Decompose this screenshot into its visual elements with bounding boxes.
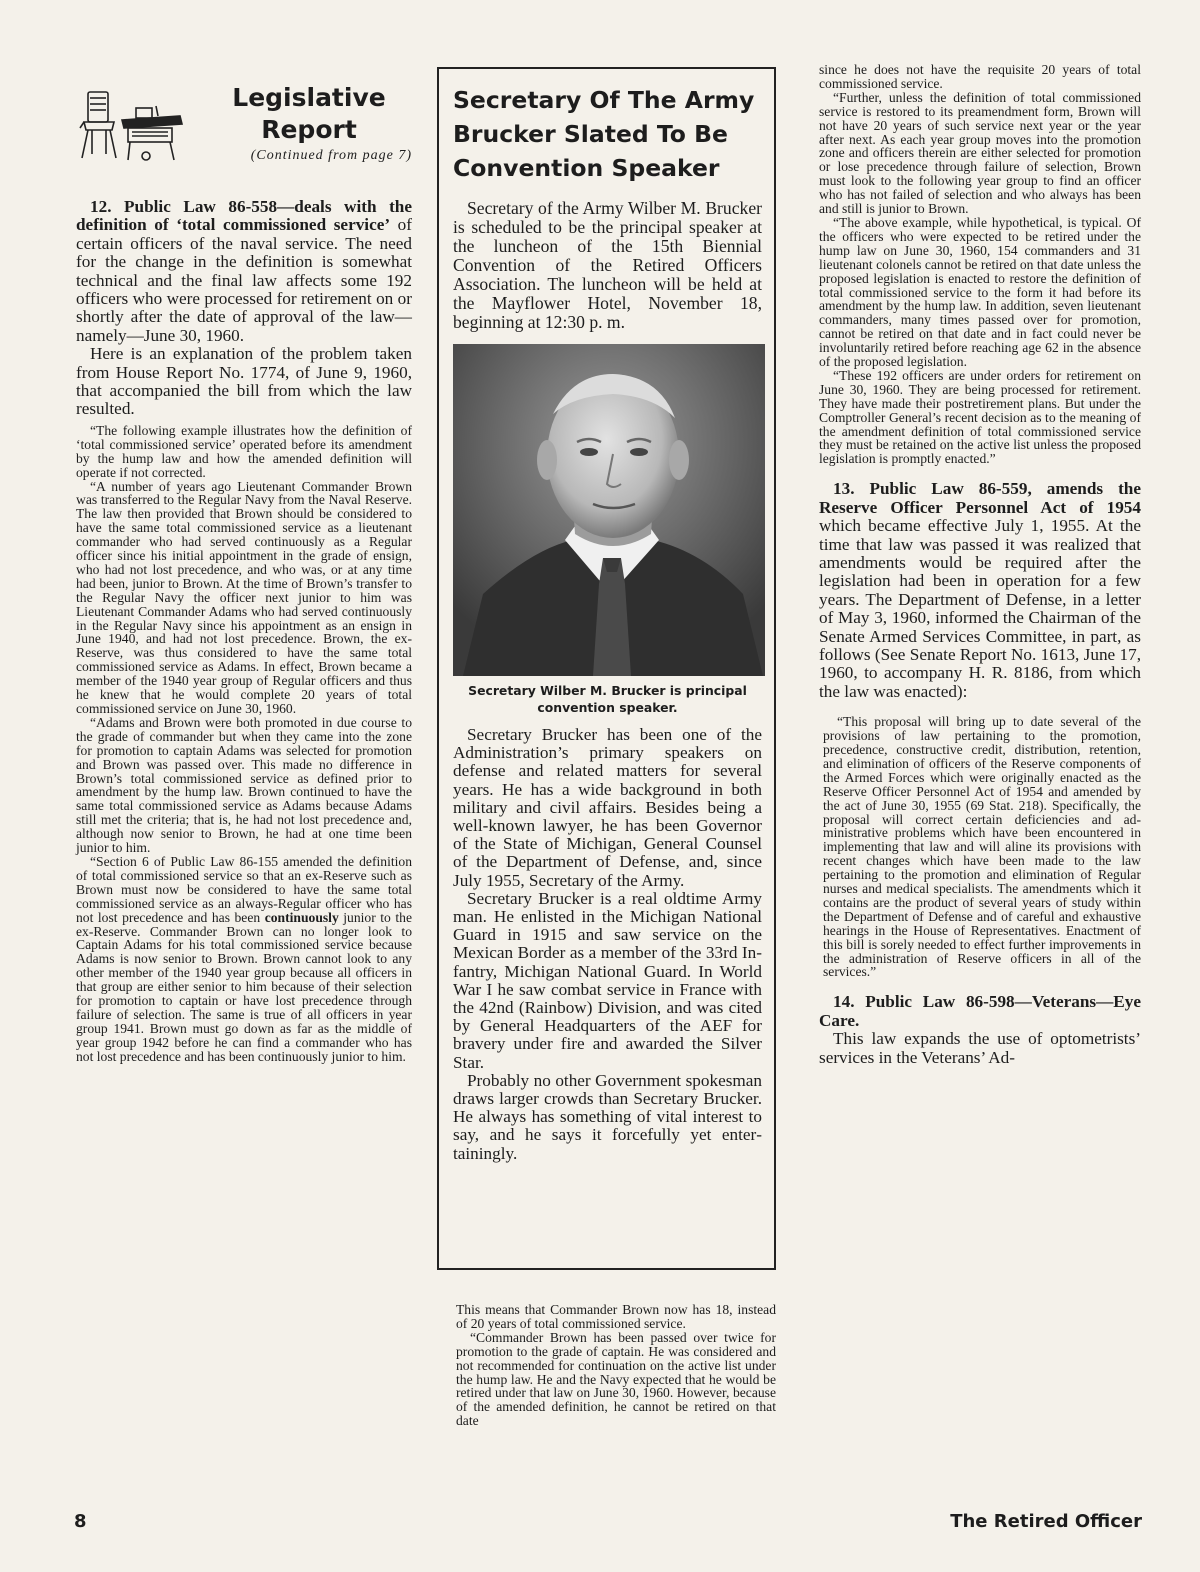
column-1 bbox=[76, 82, 412, 1064]
quote-paragraph-1: “The following example illustrates how the definition of ‘total commissioned service’ operated before its amendment by the hump law and how the amended definition will operate if not corrected. bbox=[76, 422, 412, 480]
continued-paragraph-1: This means that Commander Brown now has 18, instead of 20 years of total commissioned service. bbox=[456, 1302, 776, 1331]
item-13-heading: 13. Public Law 86-559, amends the Reserve Officer Personnel Act of 1954 bbox=[819, 479, 1141, 517]
convention-speaker-box bbox=[437, 67, 776, 1270]
column-2-continued bbox=[456, 1303, 776, 1428]
section-header bbox=[76, 82, 412, 198]
item-14-text: This law expands the use of optometrists’ services in the Veterans’ Ad- bbox=[819, 1029, 1141, 1067]
box-headline: Secretary Of The Army Brucker Slated To Be Convention Speaker bbox=[453, 86, 755, 182]
item-13-text: which became effective July 1, 1955. At the time that law was passed it was realized that amendments would be required after the legislation had been in operation for a few years. The Department of Defense, in a letter of May 3, 1960, informed the Chairman of the Senate Armed Services Committee, in part, as follows (See Senate Report No. 1613, June 17, 1960, to accompany H. R. 8186, from which the law was enacted): bbox=[819, 516, 1141, 701]
report-title-line-2: Report bbox=[261, 115, 357, 144]
quote-paragraph-2: “A number of years ago Lieutenant Commander Brown was transferred to the Regular Navy from the Naval Reserve. The law then provided that Brown should be considered to have the same total commissioned service as a lieutenant commander who had served continuously as a Regular officer since his initial appointment in the grade of ensign, who had not lost precedence, and who was, or at any time had been, junior to Brown. At the time of Brown’s transfer to the Regular Navy the officer next junior to him was Lieutenant Commander Adams who had served continuously in the Regular Navy since his appointment as an ensign in June 1940, and had not lost precedence. Brown, the ex-Reserve, was thus considered to have the same total commissioned service as Adams. In effect, Brown became a member of the 1940 year group of Regular officers and thus he knew that he would complete 20 years of total commissioned service on June 30, 1960. bbox=[76, 478, 412, 716]
col3-paragraph-4: “These 192 officers are under orders for retirement on June 30, 1960. They are being processed for retirement. They have made their postretirement plans. But under the Comptroller General’s recent decision as to the meaning of the amendment definition of total commissioned service they must be retained on the active list unless the proposed legislation is promptly enacted.” bbox=[819, 367, 1141, 467]
col3-paragraph-3: “The above example, while hypothetical, is typical. Of the officers who were expected to be retired under the hump law on June 30, 1960, 154 commanders and 31 lieutenant colonels cannot be retired on that date unless the proposed legislation is enacted to restore the definition of total commissioned service to the form it had before its amendment by the hump law. In addition, seven lieutenant commanders, many times passed over for promotion, cannot be retired on that date and in fact could never be involuntarily retired before reaching age 62 in the absence of the proposed legislation. bbox=[819, 214, 1141, 370]
report-title bbox=[206, 82, 412, 146]
page-number: 8 bbox=[74, 1511, 87, 1532]
box-body bbox=[453, 726, 762, 1163]
box-lead-paragraph: Secretary of the Army Wilber M. Brucker is scheduled to be the principal speaker at the luncheon of the 15th Biennial Convention of the Retired Officers Association. The luncheon will be held at the Mayflower Hotel, November 18, beginning at 12:30 p. m. bbox=[453, 198, 762, 332]
publication-name: The Retired Officer bbox=[950, 1511, 1142, 1532]
item-14-title: 14. Public Law 86-598—Veterans—Eye Care. bbox=[819, 992, 1141, 1030]
quote-4-emphasis: continuously bbox=[264, 909, 339, 925]
item-13 bbox=[819, 480, 1141, 701]
desk-chair-icon bbox=[76, 88, 186, 162]
column-3 bbox=[819, 63, 1141, 1067]
box-paragraph-3: Probably no other Government spokesman draws larger crowds than Secretary Brucker. He always has something of vital interest to say, and he says it forcefully yet entertainingly. bbox=[453, 1070, 762, 1163]
continued-paragraph-2: “Commander Brown has been passed over twice for promotion to the grade of captain. He was considered and not recommended for continuation on the active list under the hump law. He and the Navy expected that he would be retired under that law on June 30, 1960. However, because of the amended definition, he cannot be retired on that date bbox=[456, 1329, 776, 1429]
box-paragraph-1: Secretary Brucker has been one of the Administration’s primary speakers on defense and related matters for several years. He has a wide background in both military and civil affairs. Besides being a well-known lawyer, he has been Governor of the State of Michigan, General Counsel of the Department of Defense, and, since July 1955, Secretary of the Army. bbox=[453, 725, 762, 890]
quote-paragraph-3: “Adams and Brown were both promoted in due course to the grade of commander but when they came into the zone for promotion to captain Adams was selected for promotion and Brown was passed over. This made no difference in Brown’s total commissioned service as defined prior to amendment by the hump law. Brown continued to have the same total commissioned service as Adams because Adams still met the criteria; that is, he had not lost precedence and, although now senior to Brown, he had at one time been junior to him. bbox=[76, 714, 412, 856]
col3-paragraph-2: “Further, unless the definition of total commissioned service is restored to its preamendment form, Brown will not have 20 years of such service next year or the year after next. As each year group moves into the promotion zone and officers therein are either selected for promotion or lose precedence through failure of selection, Brown must look to the following year group to find an officer who has not failed of selection and who always has been and still is junior to Brown. bbox=[819, 89, 1141, 217]
box-paragraph-2: Secretary Brucker is a real oldtime Army man. He enlisted in the Michigan National Guard in 1915 and saw service on the Mexican Border as a member of the 33rd Infantry, Michigan National Guard. In World War I he saw combat service in France with the 42nd (Rainbow) Division, and was cited by General Headquarters of the AEF for bravery under fire and awarded the Silver Star. bbox=[453, 888, 762, 1072]
brucker-portrait-photo bbox=[453, 344, 765, 676]
portrait-image bbox=[453, 344, 765, 676]
item-12-heading: 12. Public Law 86-558—deals with the definition of ‘total commissioned service’ bbox=[76, 197, 412, 235]
item-12-text: of certain officers of the naval service. The need for the change in the definition is somewhat technical and the final law affects some 192 officers who were processed for retirement on or shortly after the date of approval of the law—namely—June 30, 1960. bbox=[76, 215, 412, 345]
quote-4-text-a: “Section 6 of Public Law 86-155 amended the definition of total commissioned service so that an ex-Reserve such as Brown must now be considered to have the same total commissioned service as an always-Regular officer who has not lost precedence and has been bbox=[76, 853, 412, 925]
continued-note: (Continued from page 7) bbox=[250, 148, 412, 163]
explanation-paragraph: Here is an explanation of the problem taken from House Report No. 1774, of June 9, 1960, that accompanied the bill from which the law resulted. bbox=[76, 344, 412, 419]
item-14-heading bbox=[819, 993, 1141, 1030]
quote-paragraph-4 bbox=[76, 855, 412, 1064]
quote-4-text-b: junior to the ex-Reserve. Commander Brown can no longer look to Captain Adams for his total commissioned service because Adams is now senior to Brown. Brown cannot look to any other member of the 1940 year group because all officers in that group are either senior to him because of their selection for promotion to captain or have lost precedence through failure of selection. The same is true of all officers in year group 1941. Brown must go down as far as the middle of year group 1942 before he can find a commander who has not lost precedence and has been continuously junior to him. bbox=[76, 909, 412, 1064]
report-title-line-1: Legislative bbox=[232, 83, 386, 112]
col3-paragraph-1: since he does not have the requisite 20 years of total commissioned service. bbox=[819, 62, 1141, 91]
item-12 bbox=[76, 198, 412, 345]
dod-quote: “This proposal will bring up to date several of the provisions of law pertaining to the promotion, precedence, constructive credit, distribution, retention, and elimination of officers of the Reserve components of the Armed Forces which were originally enacted as the Reserve Officer Personnel Act of 1954 and amended by the act of June 30, 1955 (69 Stat. 218). Specifically, the proposal will correct certain deficiencies and administrative problems which have been encountered in implementing that law and will aline its provisions with recent changes which have been made to the law pertaining to the promotion and elimination of Regular nurses and medical specialists. The amendments which it contains are the product of several years of study within the Department of Defense and of careful and exhaustive hearings in the House of Representatives. Enactment of this bill is sorely needed to effect further improvements in the administration of Reserve officers in all of the services.” bbox=[823, 714, 1141, 980]
photo-caption: Secretary Wilber M. Brucker is principal convention speaker. bbox=[468, 683, 747, 715]
